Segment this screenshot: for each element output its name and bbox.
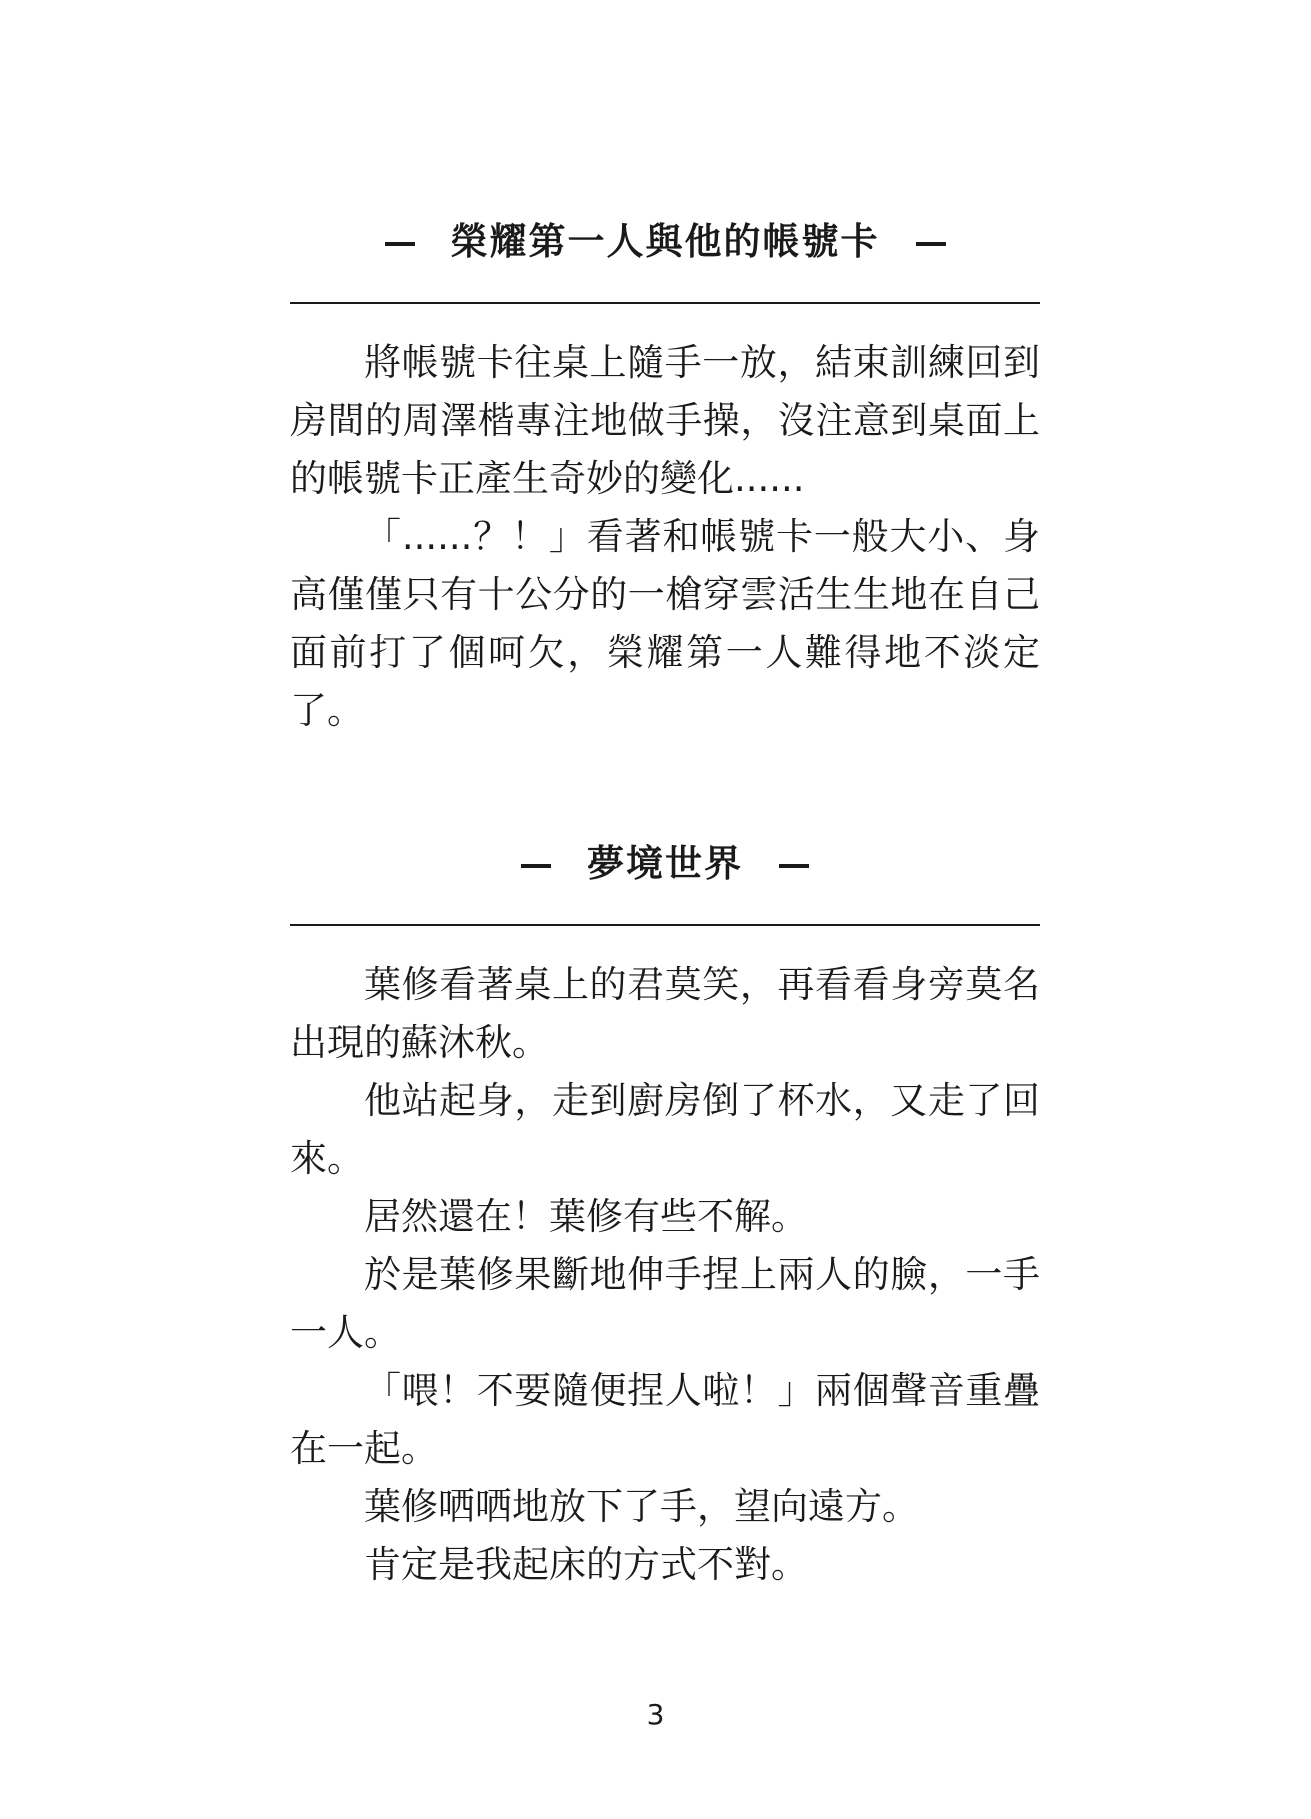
section-2 — [290, 840, 1040, 1594]
heading-divider — [290, 302, 1040, 304]
paragraph: 肯定是我起床的方式不對。 — [364, 1543, 808, 1586]
section-title: 榮耀第一人與他的帳號卡 — [450, 220, 880, 263]
section-1 — [290, 218, 1040, 740]
paragraph: 居然還在！葉修有些不解。 — [364, 1195, 808, 1238]
section-body — [290, 956, 1040, 1594]
section-title: 夢境世界 — [587, 842, 743, 885]
heading-divider — [290, 924, 1040, 926]
paragraph: 於是葉修果斷地伸手捏上兩人的臉，一手一人。 — [290, 1253, 1040, 1354]
heading-dash — [916, 242, 946, 246]
section-body — [290, 334, 1040, 740]
heading-dash — [521, 864, 551, 868]
section-heading — [290, 218, 1040, 266]
paragraph: 「......？！」看著和帳號卡一般大小、身高僅僅只有十公分的一槍穿雲活生生地在自己面前打了個呵欠，榮耀第一人難得地不淡定了。 — [290, 515, 1040, 732]
page-number: 3 — [646, 1698, 665, 1731]
paragraph: 「喂！不要隨便捏人啦！」兩個聲音重疊在一起。 — [290, 1369, 1040, 1470]
heading-dash — [779, 864, 809, 868]
paragraph: 葉修哂哂地放下了手，望向遠方。 — [364, 1485, 919, 1528]
heading-dash — [385, 242, 415, 246]
paragraph: 葉修看著桌上的君莫笑，再看看身旁莫名出現的蘇沐秋。 — [290, 963, 1040, 1064]
section-heading — [290, 840, 1040, 888]
paragraph: 他站起身，走到廚房倒了杯水，又走了回來。 — [290, 1079, 1040, 1180]
paragraph: 將帳號卡往桌上隨手一放，結束訓練回到房間的周澤楷專注地做手操，沒注意到桌面上的帳號卡正產生奇妙的變化...... — [290, 341, 1040, 500]
